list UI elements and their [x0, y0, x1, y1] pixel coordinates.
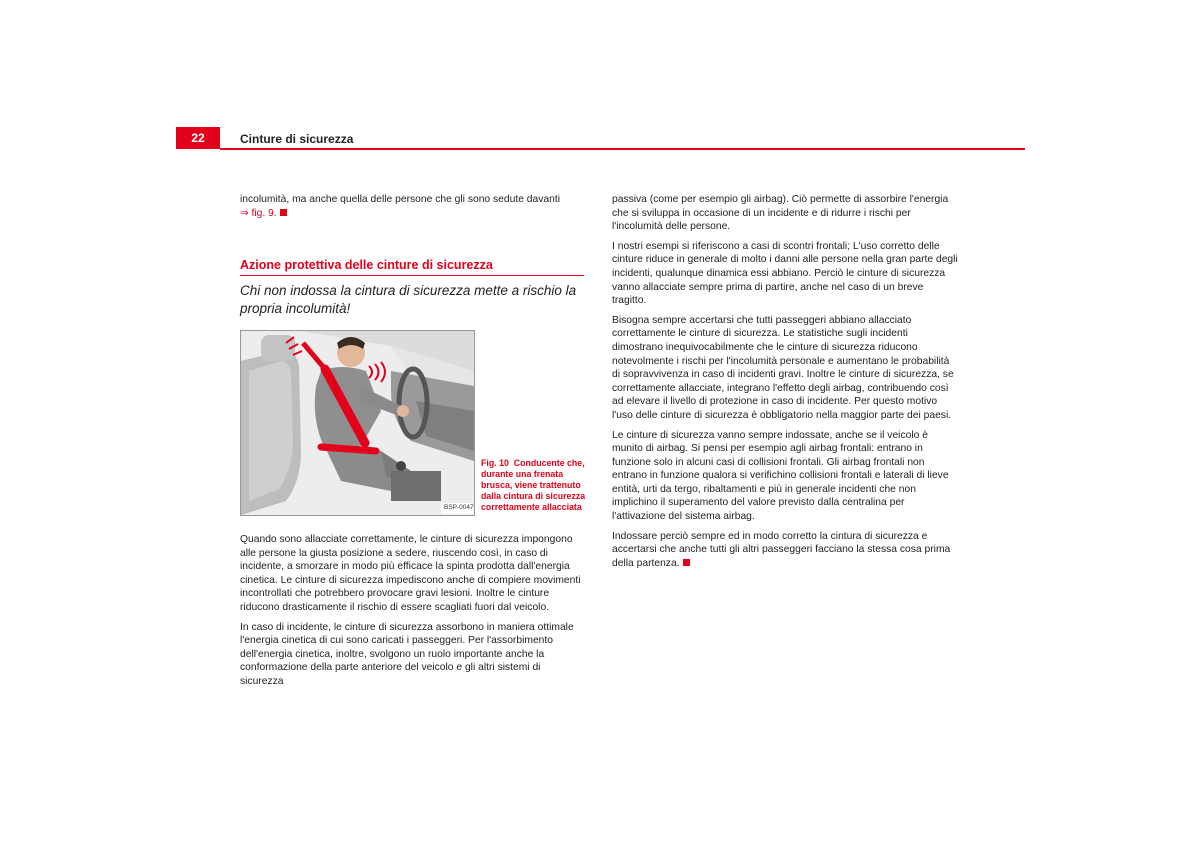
running-header-title: Cinture di sicurezza — [240, 132, 354, 146]
figure-caption — [481, 458, 591, 513]
left-column-bottom — [240, 533, 585, 695]
end-of-section-marker — [683, 559, 690, 566]
page-number: 22 — [176, 127, 220, 149]
paragraph: I nostri esempi si riferiscono a casi di scontri frontali; L'uso corretto delle cinture riduce in generale di molto i danni alle persone nella gran parte degli incidenti, qualunque dinamica essi abbiano. Perciò le cinture di sicurezza vanno allacciate sempre prima di partire, anche nel caso di un breve tragitto. — [612, 240, 958, 307]
paragraph: Quando sono allacciate correttamente, le cinture di sicurezza impongono alle persone la giusta posizione a sedere, riuscendo così, in caso di incidente, a smorzare in modo più efficace la spinta prodotta dall'energia cinetica. Le cinture di sicurezza impediscono anche di compiere movimenti incontrollati che potrebbero provocare gravi lesioni. Inoltre le cinture riducono drasticamente il rischio di essere scagliati fuori dal veicolo. — [240, 534, 581, 613]
figure-driver-seatbelt — [240, 330, 475, 516]
end-of-section-marker — [280, 209, 287, 216]
figure-caption-text: Conducente che, durante una frenata brusca, viene trattenuto dalla cintura di sicurezza correttamente allacciata — [481, 458, 586, 512]
figure-reference-link[interactable]: ⇒ fig. 9. — [240, 207, 277, 219]
paragraph-text: Indossare perciò sempre ed in modo corretto la cintura di sicurezza e accertarsi che anche tutti gli altri passeggeri facciano la stessa cosa prima della partenza. — [612, 530, 951, 569]
figure-code: BSP-0047 — [444, 504, 474, 511]
section-lead: Chi non indossa la cintura di sicurezza mette a rischio la propria incolumità! — [240, 283, 577, 316]
continued-paragraph — [240, 193, 585, 220]
left-column-top — [240, 193, 585, 226]
driver-illustration — [241, 331, 474, 515]
paragraph: In caso di incidente, le cinture di sicurezza assorbono in maniera ottimale l'energia cinetica di cui sono caricati i passeggeri. Per l'assorbimento dell'energia cinetica, inoltre, svolgono un ruolo importante anche la conformazione della parte anteriore del veicolo e gli altri sistemi di sicurezza — [240, 621, 574, 687]
continued-text: incolumità, ma anche quella delle persone che gli sono sedute davanti — [240, 194, 560, 205]
section-heading: Azione protettiva delle cinture di sicurezza — [240, 258, 584, 276]
header-divider — [220, 148, 1025, 150]
paragraph: Bisogna sempre accertarsi che tutti passeggeri abbiano allacciato correttamente le cinture di sicurezza. Le statistiche sugli incidenti dimostrano inequivocabilmente che le cinture di sicurezza riducono notevolmente i rischi per l'incolumità personale e aumentano le probabilità di sopravvivenza in caso di incidenti gravi. Inoltre le cinture di sicurezza, se correttamente allacciate, integrano l'effetto degli airbag, contribuendo così ad elevare il livello di protezione in caso di incidente. Per questo motivo l'uso delle cinture di sicurezza è obbligatorio nella maggior parte dei paesi. — [612, 314, 954, 421]
paragraph: Le cinture di sicurezza vanno sempre indossate, anche se il veicolo è munito di airbag. Si pensi per esempio agli airbag frontali: entrano in funzione solo in alcuni casi di collisioni frontali. Gli airbag frontali non entrano in funzione qualora si verifichino collisioni frontali e laterali di lieve entità, urti da tergo, ribaltamenti e più in generale incidenti che non implichino il superamento del valore previsto dalla centralina per l'attivazione del sistema airbag. — [612, 429, 949, 523]
paragraph: passiva (come per esempio gli airbag). Ciò permette di assorbire l'energia che si sviluppa in occasione di un incidente e di ridurre i rischi per l'incolumità delle persone. — [612, 194, 949, 233]
paragraph-final — [612, 530, 958, 571]
right-column — [612, 193, 958, 576]
figure-caption-label: Fig. 10 — [481, 458, 509, 468]
